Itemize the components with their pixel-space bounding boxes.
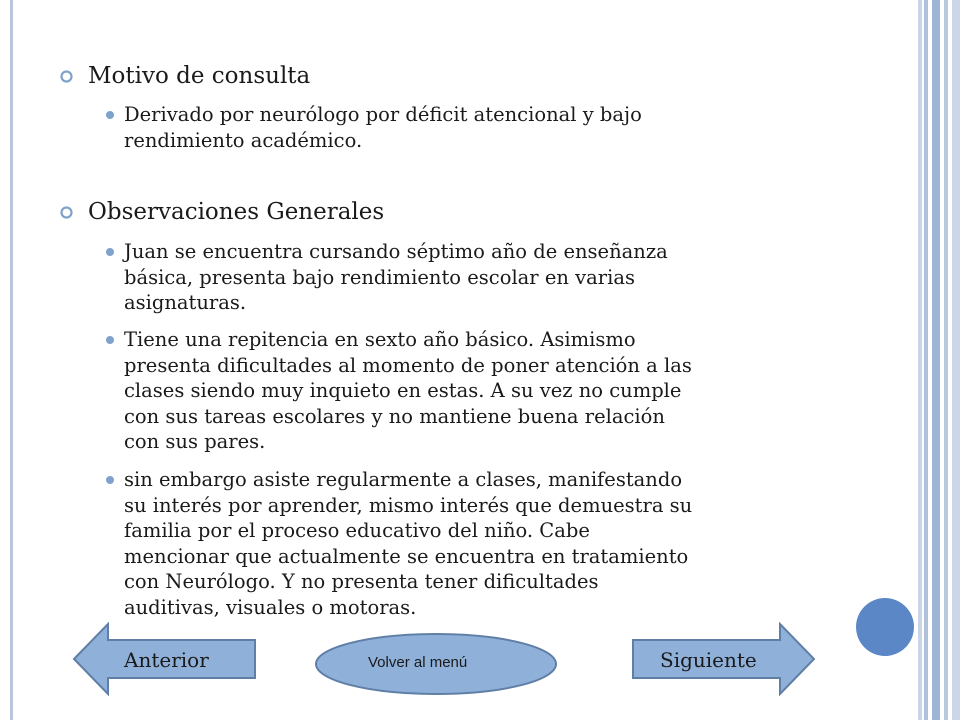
menu-button[interactable] [314, 632, 558, 696]
bullet-dot [106, 248, 114, 256]
bullet-dot [106, 336, 114, 344]
section-heading-motivo: Motivo de consulta [88, 63, 311, 89]
bullet-dot [106, 476, 114, 484]
list-item-observacion-1: Juan se encuentra cursando séptimo año de enseñanza básica, presenta bajo rendimiento escolar en varias asignaturas. [124, 240, 668, 314]
list-item-observacion-2: Tiene una repitencia en sexto año básico. Asimismo presenta dificultades al momento de poner atención a las clases siendo muy inquieto en estas. A su vez no cumple con sus tareas escolares y no mantiene buena relación con sus pares. [124, 328, 692, 453]
bullet-dot [106, 111, 114, 119]
prev-button[interactable] [72, 622, 258, 696]
next-button[interactable] [630, 622, 816, 696]
section-bullet-icon [60, 206, 73, 219]
list-item-observacion-3: sin embargo asiste regularmente a clases, manifestando su interés por aprender, mismo interés que demuestra su familia por el proceso educativo del niño. Cabe mencionar que actualmente se encuentra en tratamiento con Neurólogo. Y no presenta tener dificultades auditivas, visuales o motoras. [124, 468, 693, 619]
section-heading-observaciones: Observaciones Generales [88, 199, 385, 225]
prev-button-label: Anterior [124, 648, 209, 672]
slide-frame-right-decoration [918, 0, 960, 720]
next-button-label: Siguiente [660, 648, 757, 672]
list-item-motivo: Derivado por neurólogo por déficit atencional y bajo rendimiento académico. [124, 103, 642, 152]
section-bullet-icon [60, 70, 73, 83]
menu-button-label: Volver al menú [368, 654, 468, 671]
